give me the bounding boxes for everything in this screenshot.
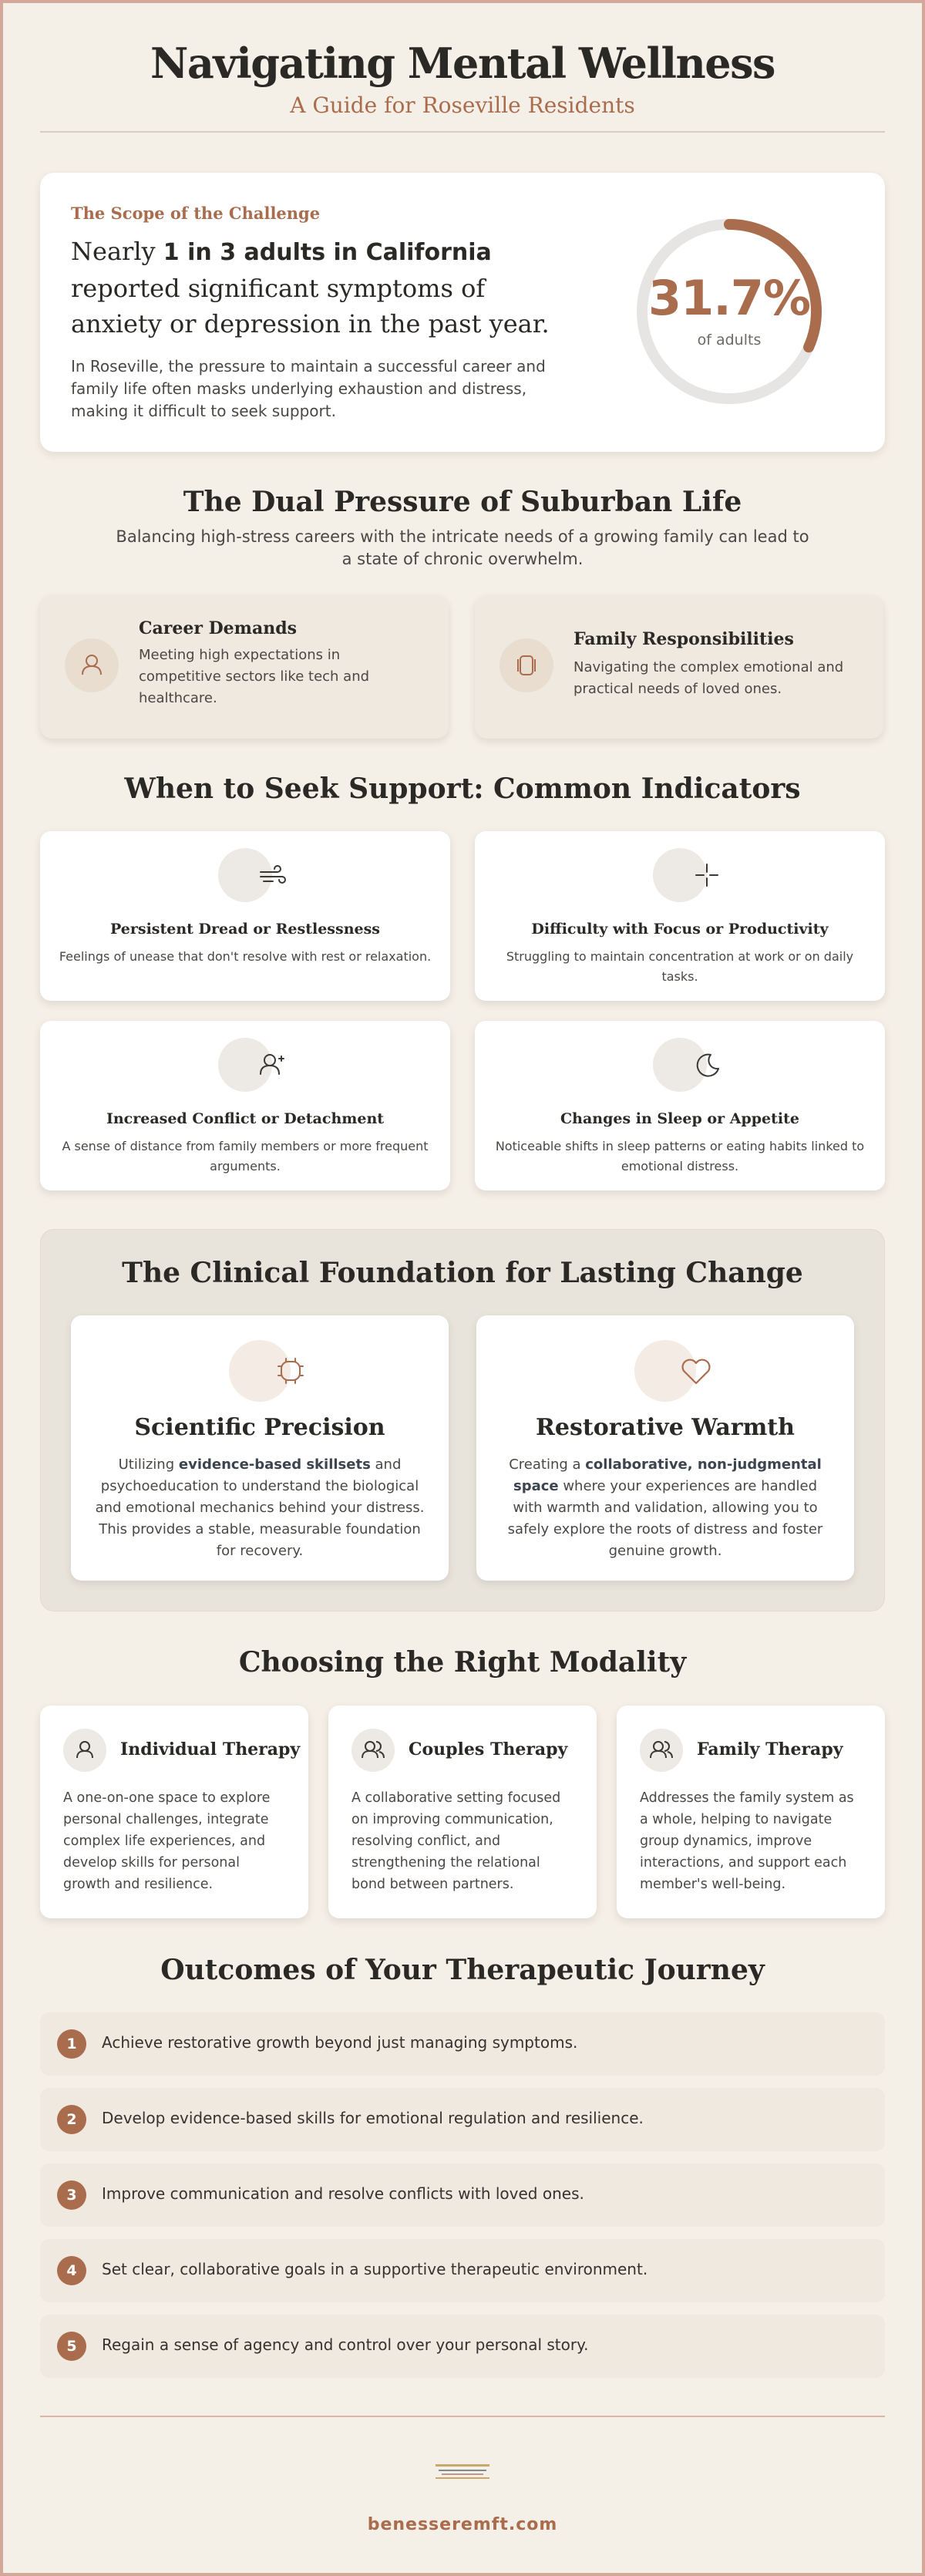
indicator-desc: Struggling to maintain concentration at work or on daily tasks.	[506, 949, 854, 984]
indicator-title: Persistent Dread or Restlessness	[110, 921, 380, 938]
scientific-desc-post: and psychoeducation to understand the biological and emotional mechanics behind your distress. This provides a stable, measurable foundation for recovery.	[95, 1456, 425, 1559]
family-responsibilities-card	[475, 595, 883, 739]
career-demands-card	[40, 595, 449, 739]
scientific-desc-pre: Utilizing	[118, 1456, 179, 1473]
scope-lead-post: reported significant symptoms of anxiety or depression in the past year.	[71, 274, 550, 338]
indicator-card	[475, 831, 885, 1001]
brand-logo-icon	[436, 2463, 489, 2480]
scope-kicker: The Scope of the Challenge	[71, 204, 321, 223]
header-divider	[40, 131, 885, 133]
wind-icon	[218, 848, 272, 902]
restorative-warmth-card	[476, 1315, 854, 1581]
users-icon	[640, 1729, 683, 1772]
dual-subtitle: Balancing high-stress careers with the intricate needs of a growing family can lead to a state of chronic overwhelm.	[116, 527, 809, 568]
footer-website-link[interactable]: benesseremft.com	[367, 2515, 558, 2534]
stat-donut	[632, 214, 826, 409]
footer-divider	[40, 2416, 885, 2417]
family-title: Family Responsibilities	[574, 629, 794, 649]
family-therapy-title: Family Therapy	[697, 1739, 843, 1759]
scope-body: In Roseville, the pressure to maintain a successful career and family life often masks underlying exhaustion and distress, making it difficult to seek support.	[71, 357, 546, 420]
individual-title: Individual Therapy	[120, 1739, 301, 1759]
step-number: 3	[57, 2180, 86, 2210]
page-subtitle: A Guide for Roseville Residents	[290, 93, 635, 118]
step-text: Develop evidence-based skills for emotional regulation and resilience.	[102, 2109, 644, 2127]
indicator-title: Difficulty with Focus or Productivity	[531, 921, 829, 938]
individual-desc: A one-on-one space to explore personal challenges, integrate complex life experiences, and develop skills for personal growth and resilience.	[63, 1790, 271, 1892]
scope-lead-pre: Nearly	[71, 237, 163, 266]
indicator-desc: Feelings of unease that don't resolve with rest or relaxation.	[59, 949, 432, 964]
list-item	[40, 2239, 885, 2302]
stat-label: of adults	[697, 332, 762, 349]
career-desc: Meeting high expectations in competitive sectors like tech and healthcare.	[139, 647, 370, 706]
step-number: 2	[57, 2105, 86, 2134]
stat-value: 31.7%	[648, 270, 811, 326]
couples-therapy-card	[328, 1706, 597, 1918]
scope-lead-bold: 1 in 3 adults in California	[163, 239, 492, 266]
page-title: Navigating Mental Wellness	[150, 39, 775, 88]
indicator-title: Changes in Sleep or Appetite	[560, 1110, 799, 1127]
career-title: Career Demands	[139, 618, 297, 638]
moon-icon	[653, 1038, 707, 1092]
restorative-title: Restorative Warmth	[536, 1414, 795, 1441]
clinical-title: The Clinical Foundation for Lasting Change	[122, 1257, 803, 1289]
person-icon	[65, 638, 119, 692]
indicator-card	[40, 831, 450, 1001]
clinical-section	[40, 1229, 885, 1611]
restorative-desc-post: where your experiences are handled with warmth and validation, allowing you to safely explore the roots of distress and foster genuine growth.	[507, 1478, 823, 1559]
person-icon	[63, 1729, 106, 1772]
modality-title: Choosing the Right Modality	[238, 1646, 687, 1679]
indicator-desc: A sense of distance from family members or more frequent arguments.	[62, 1139, 429, 1174]
family-desc: Navigating the complex emotional and practical needs of loved ones.	[574, 659, 844, 697]
restorative-desc-bold: collaborative, non-judgmental space	[513, 1456, 822, 1494]
brain-icon	[229, 1340, 291, 1402]
list-item	[40, 2164, 885, 2227]
users-icon	[352, 1729, 395, 1772]
step-number: 4	[57, 2256, 86, 2285]
scientific-desc-bold: evidence-based skillsets	[178, 1456, 371, 1473]
scientific-precision-card	[71, 1315, 449, 1581]
indicator-card	[40, 1021, 450, 1190]
step-text: Regain a sense of agency and control over your personal story.	[102, 2335, 589, 2354]
couples-desc: A collaborative setting focused on improving communication, resolving conflict, and strengthening the relational bond between partners.	[352, 1790, 561, 1892]
scope-card	[40, 173, 885, 452]
step-text: Improve communication and resolve conflicts with loved ones.	[102, 2184, 584, 2203]
individual-therapy-card	[40, 1706, 308, 1918]
scope-lead	[71, 234, 580, 342]
restorative-desc	[498, 1454, 832, 1562]
list-item	[40, 2088, 885, 2151]
dual-title: The Dual Pressure of Suburban Life	[183, 486, 742, 518]
focus-icon	[653, 848, 707, 902]
page-header	[40, 35, 885, 118]
family-therapy-card	[617, 1706, 885, 1918]
scientific-desc	[92, 1454, 427, 1562]
family-therapy-desc: Addresses the family system as a whole, helping to navigate group dynamics, improve interactions, and support each member's well-being.	[640, 1790, 854, 1892]
heart-icon	[634, 1340, 696, 1402]
list-item	[40, 2012, 885, 2076]
step-text: Achieve restorative growth beyond just managing symptoms.	[102, 2033, 578, 2052]
indicator-desc: Noticeable shifts in sleep patterns or eating habits linked to emotional distress.	[495, 1139, 865, 1174]
family-icon	[500, 638, 553, 692]
user-minus-icon	[218, 1038, 272, 1092]
list-item	[40, 2315, 885, 2378]
step-number: 1	[57, 2029, 86, 2059]
step-text: Set clear, collaborative goals in a supportive therapeutic environment.	[102, 2260, 648, 2278]
outcomes-title: Outcomes of Your Therapeutic Journey	[160, 1954, 765, 1986]
indicators-title: When to Seek Support: Common Indicators	[124, 773, 801, 805]
step-number: 5	[57, 2332, 86, 2361]
couples-title: Couples Therapy	[409, 1739, 568, 1759]
indicator-card	[475, 1021, 885, 1190]
indicator-title: Increased Conflict or Detachment	[106, 1110, 385, 1127]
restorative-desc-pre: Creating a	[509, 1456, 586, 1473]
scientific-title: Scientific Precision	[134, 1414, 385, 1441]
